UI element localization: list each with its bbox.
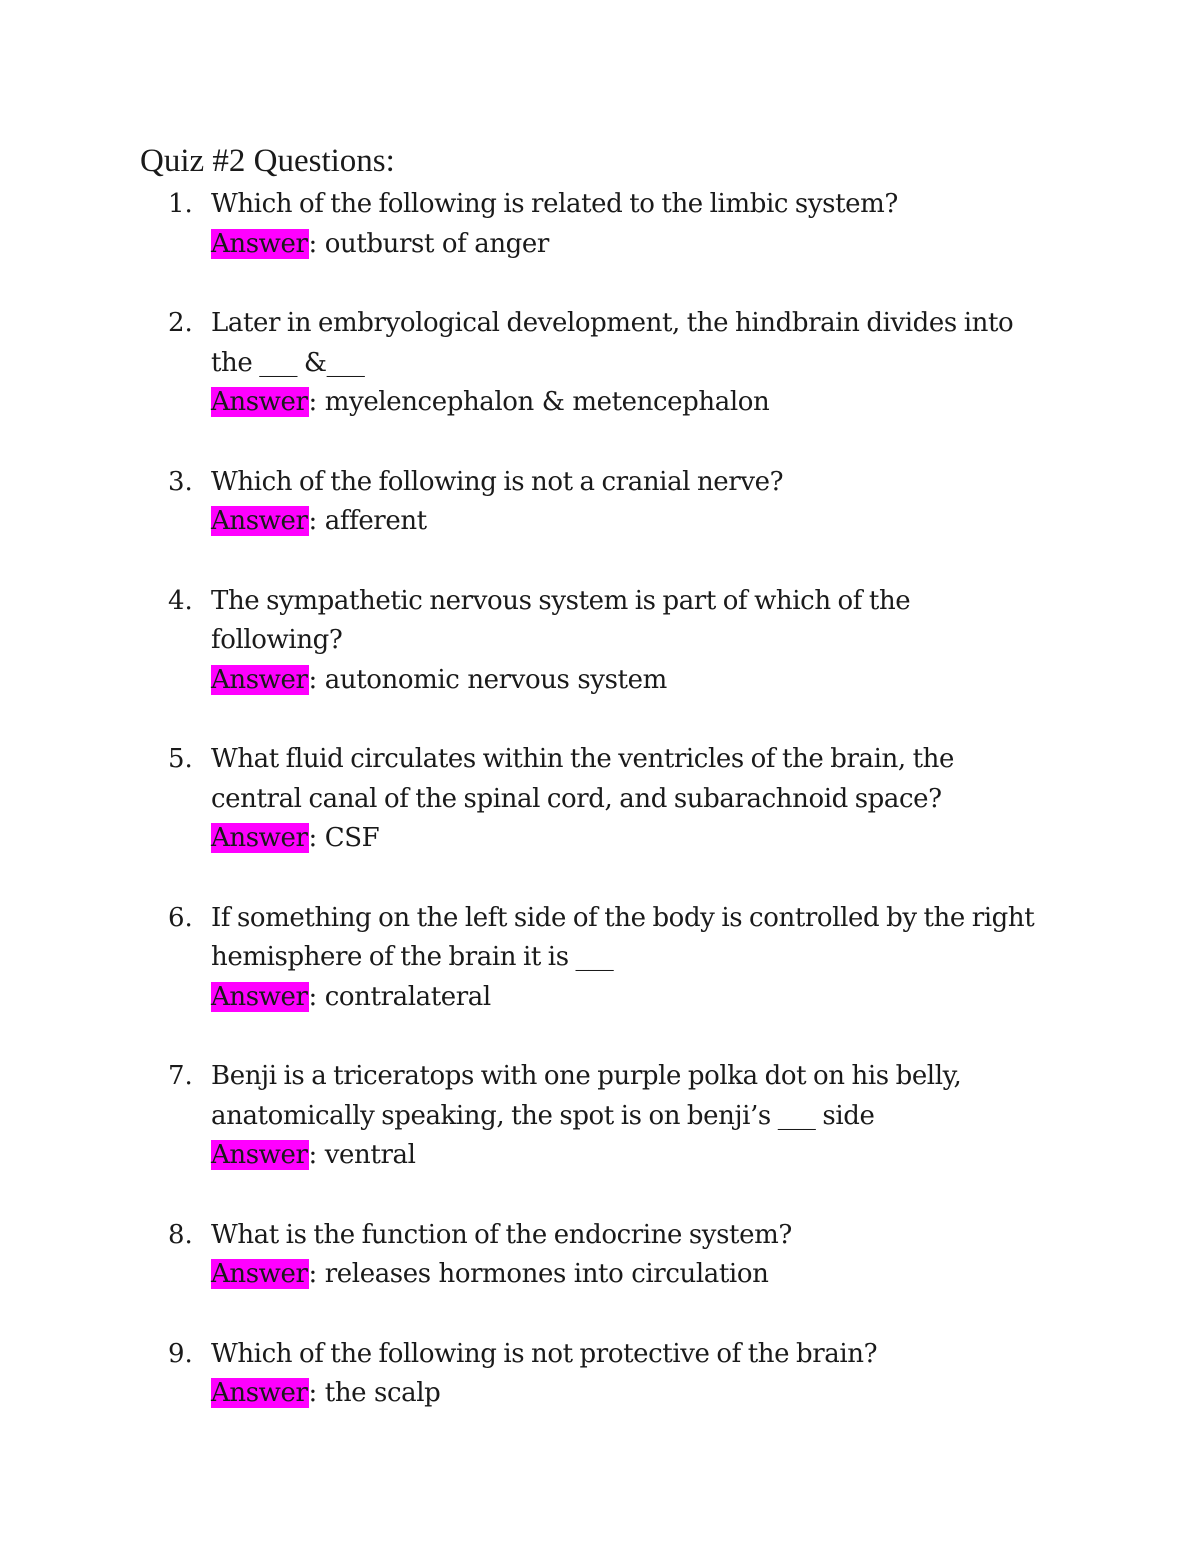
answer-line (211, 225, 1041, 265)
question-body (211, 582, 1041, 701)
question-body (211, 1216, 1041, 1295)
question-number: 8. (168, 1219, 193, 1250)
question-text: Which of the following is not protective of the brain? (211, 1338, 878, 1369)
answer-line (211, 383, 1041, 423)
question-number: 3. (168, 466, 193, 497)
question-number: 1. (168, 189, 193, 219)
answer-label: Answer (211, 1378, 308, 1408)
question-item (0, 740, 1200, 859)
answer-label: Answer (211, 664, 308, 695)
question-body (211, 185, 1041, 264)
answer-label: Answer (211, 228, 308, 259)
answer-text: : autonomic nervous system (308, 664, 667, 695)
question-text: Which of the following is not a cranial nerve? (211, 466, 784, 497)
question-number: 2. (168, 308, 193, 338)
answer-label: Answer (211, 981, 308, 1012)
answer-label: Answer (211, 823, 308, 853)
answer-text: : myelencephalon & metencephalon (308, 387, 770, 417)
question-item (0, 185, 1200, 264)
question-text: Later in embryological development, the hindbrain divides into the ___ &___ (211, 308, 1014, 378)
answer-text: : contralateral (308, 981, 491, 1012)
answer-line (211, 1255, 1041, 1295)
answer-line (211, 502, 1041, 542)
question-item (0, 463, 1200, 542)
answer-label: Answer (211, 1140, 308, 1170)
answer-text: : afferent (308, 506, 427, 536)
page-title: Quiz #2 Questions: (140, 143, 395, 179)
question-body (211, 304, 1041, 423)
question-number: 6. (168, 902, 193, 933)
question-number: 9. (168, 1338, 193, 1369)
question-number: 4. (168, 585, 193, 616)
answer-line (211, 819, 1041, 859)
answer-text: : outburst of anger (308, 228, 549, 259)
question-item (0, 899, 1200, 1018)
question-body (211, 1057, 1041, 1176)
question-number: 7. (168, 1061, 193, 1091)
question-text: What fluid circulates within the ventricles of the brain, the central canal of the spinal cord, and subarachnoid space? (211, 744, 955, 814)
answer-line (211, 978, 1041, 1018)
question-body (211, 740, 1041, 859)
question-body (211, 1335, 1041, 1414)
question-number: 5. (168, 744, 193, 774)
question-item (0, 304, 1200, 423)
question-item (0, 1057, 1200, 1176)
question-item (0, 582, 1200, 701)
answer-line (211, 661, 1041, 701)
answer-label: Answer (211, 387, 308, 417)
answer-label: Answer (211, 506, 308, 536)
question-body (211, 463, 1041, 542)
question-text: What is the function of the endocrine system? (211, 1219, 792, 1250)
answer-line (211, 1374, 1041, 1414)
question-item (0, 1216, 1200, 1295)
question-text: The sympathetic nervous system is part of which of the following? (211, 585, 911, 655)
answer-text: : ventral (308, 1140, 416, 1170)
question-text: If something on the left side of the body is controlled by the right hemisphere of the brain it is ___ (211, 902, 1035, 972)
question-text: Which of the following is related to the limbic system? (211, 189, 898, 219)
answer-text: : releases hormones into circulation (308, 1259, 769, 1289)
question-text: Benji is a triceratops with one purple polka dot on his belly, anatomically speaking, the spot is on benji’s ___ side (211, 1061, 962, 1131)
answer-text: : the scalp (308, 1378, 441, 1408)
question-item (0, 1335, 1200, 1414)
question-list (0, 185, 1200, 1454)
answer-text: : CSF (308, 823, 380, 853)
answer-label: Answer (211, 1259, 308, 1289)
answer-line (211, 1136, 1041, 1176)
question-body (211, 899, 1041, 1018)
